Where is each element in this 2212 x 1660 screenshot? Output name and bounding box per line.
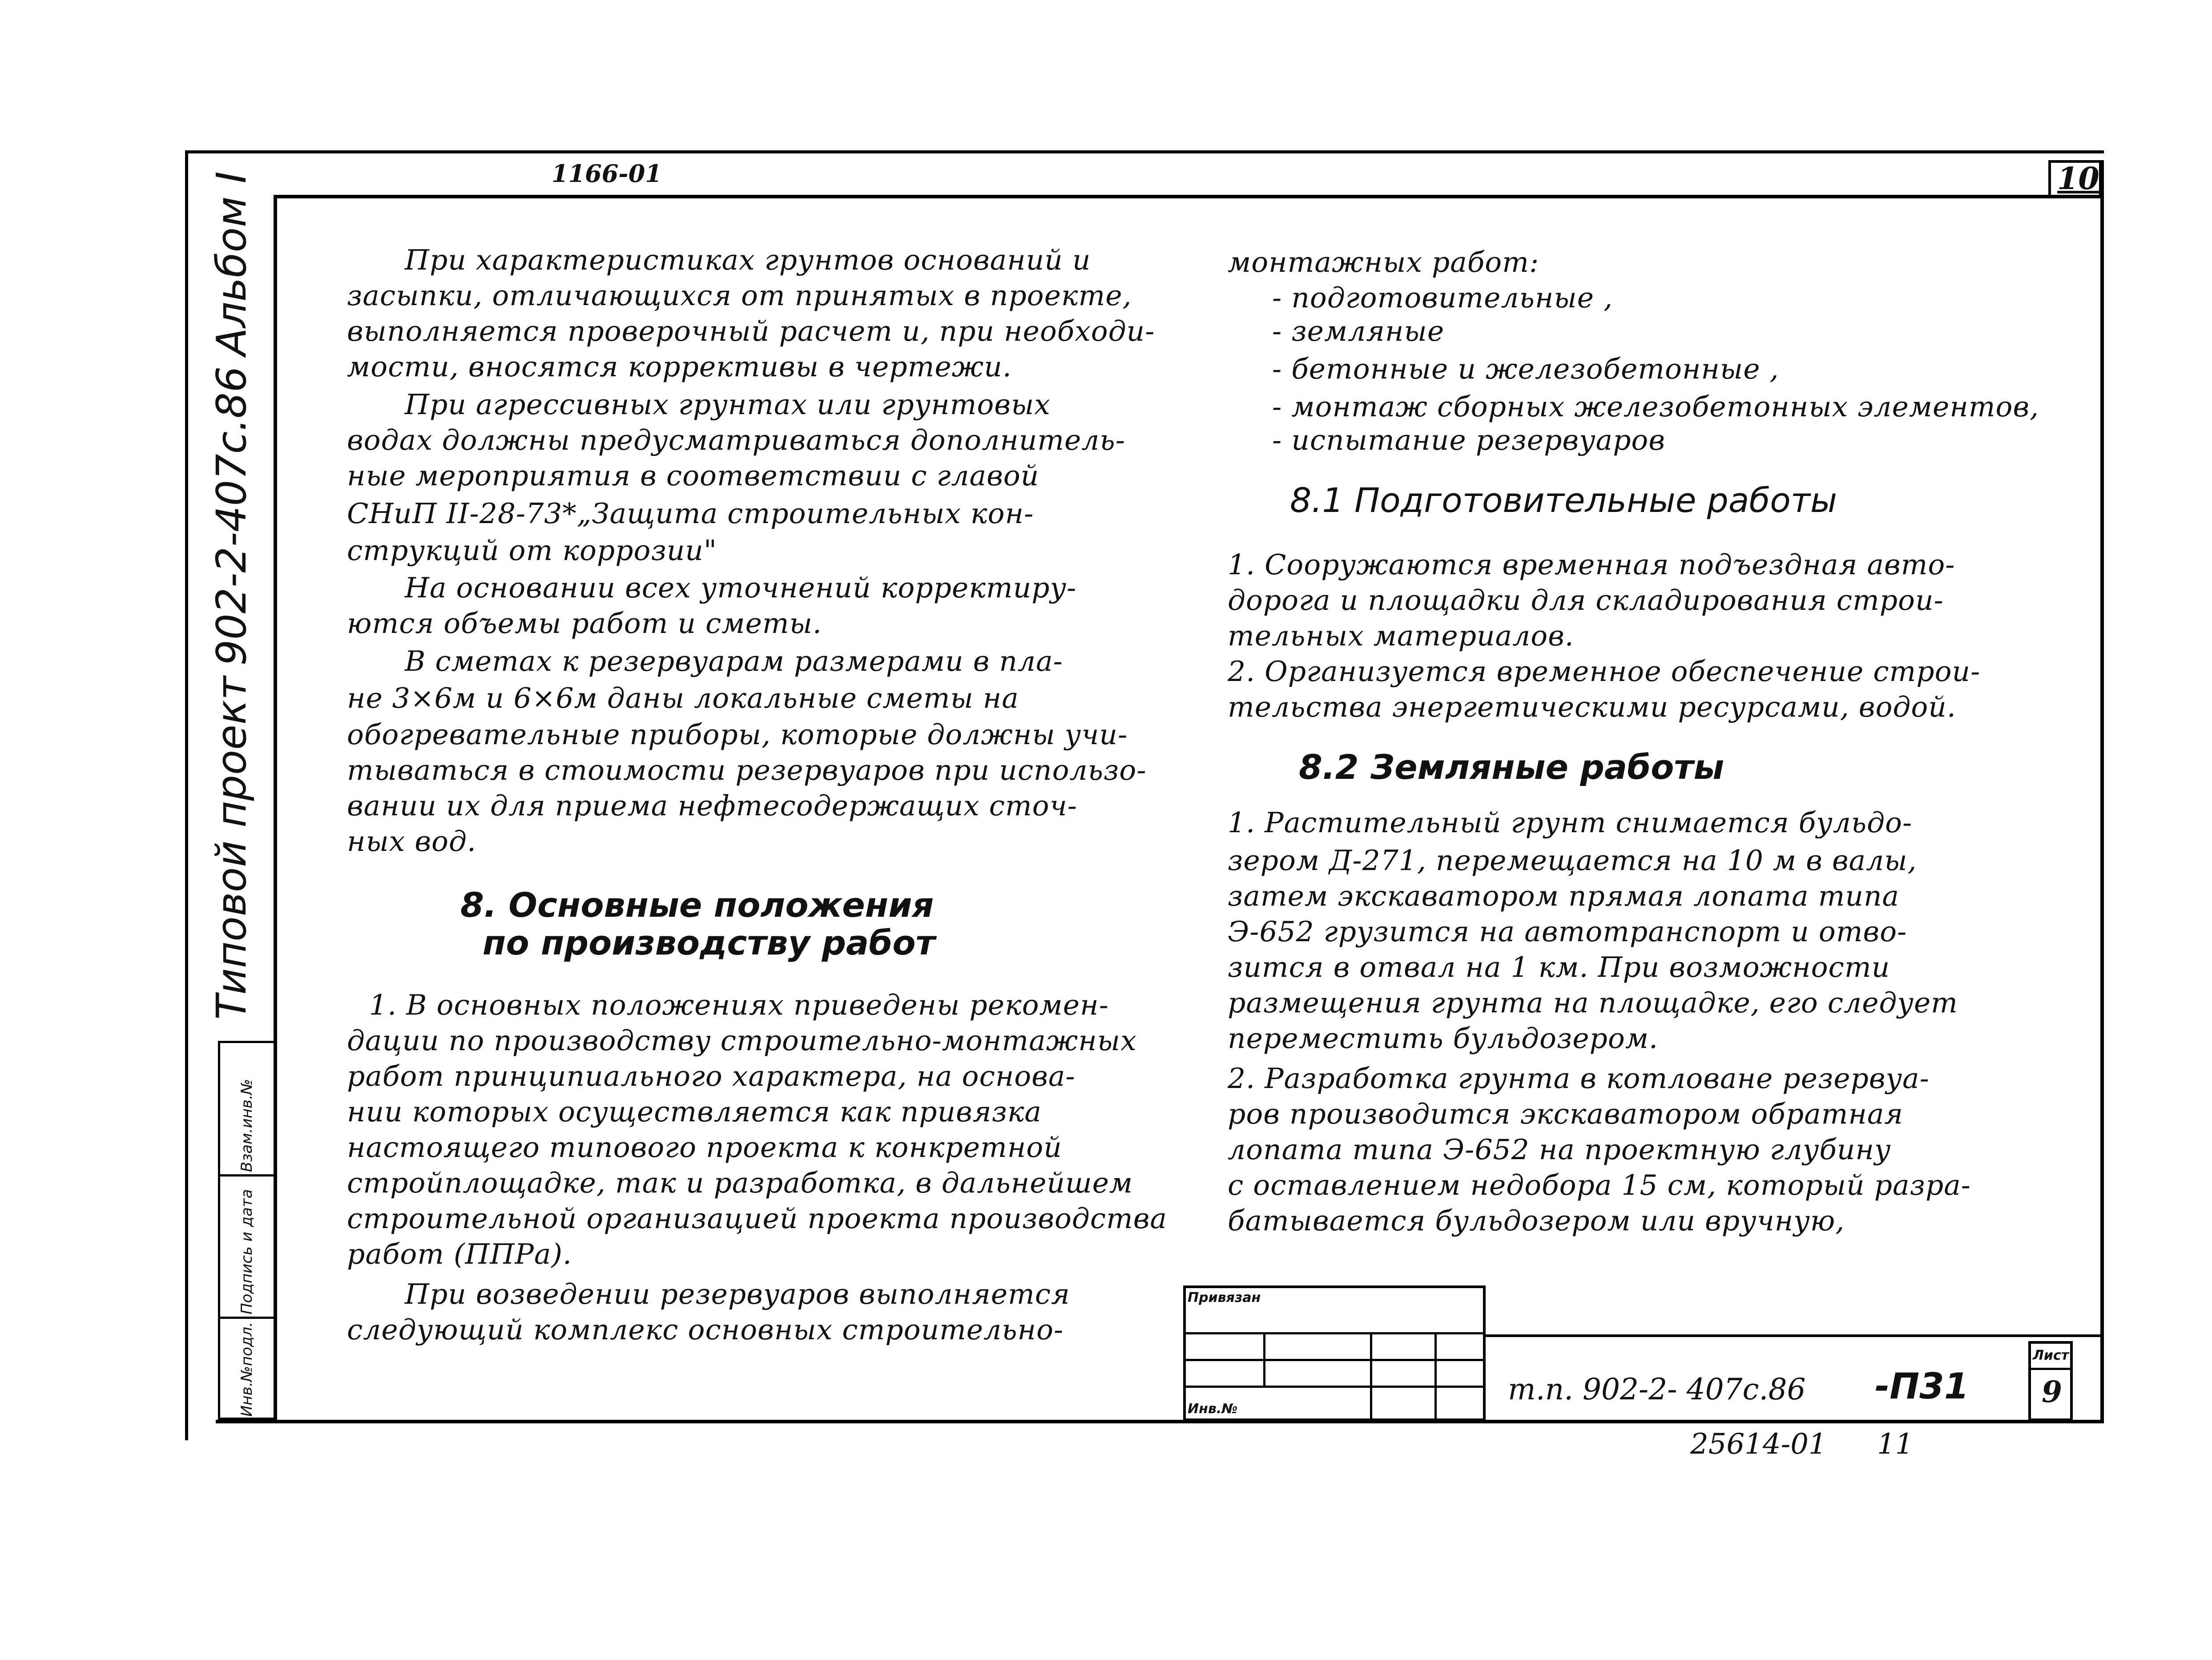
paragraph-line: 1. В основных положениях приведены рекомен- (369, 989, 1109, 1021)
stamp-col-line (1434, 1332, 1437, 1421)
binding-column-vzam (218, 1041, 276, 1177)
paragraph-line: стройплощадке, так и разработка, в дальнейшем (347, 1167, 1133, 1199)
side-title-part2: 902-2-407с.86 (207, 366, 255, 666)
stamp-col-line (1370, 1332, 1372, 1421)
paragraph-line: работ (ППРа). (347, 1238, 572, 1270)
binding-column-sign (218, 1174, 276, 1319)
paragraph-line: тываться в стоимости резервуаров при использо- (347, 754, 1147, 786)
section-code: -П31 (1875, 1366, 1969, 1407)
binding-label-inv: Инв.№подл. (238, 1322, 256, 1417)
top-code: 1166-01 (552, 159, 662, 188)
paragraph-line: монтажных работ: (1228, 246, 1539, 278)
bottom-code: 25614-01 (1690, 1428, 1827, 1461)
paragraph-line: водах должны предусматриваться дополнитель- (347, 424, 1125, 456)
paragraph-line: Э-652 грузится на автотранспорт и отво- (1228, 915, 1907, 948)
paragraph-line: ных вод. (347, 825, 476, 858)
paragraph-line: обогревательные приборы, которые должны учи- (347, 718, 1128, 751)
paragraph-line: мости, вносятся коррективы в чертежи. (347, 351, 1012, 383)
stamp-row-line (1183, 1332, 1486, 1334)
stamp-inv-no: Инв.№ (1188, 1401, 1238, 1417)
paragraph-line: строительной организацией проекта производства (347, 1202, 1167, 1235)
sheet-label: Лист (2033, 1348, 2069, 1363)
inner-frame-bottom (216, 1420, 2104, 1423)
inner-frame-right (2100, 160, 2104, 1423)
bottom-sheet-number: 11 (1877, 1428, 1914, 1461)
sheet-number: 9 (2042, 1374, 2062, 1409)
paragraph-line: работ принципиального характера, на основа- (347, 1060, 1076, 1092)
paragraph-line: ные мероприятия в соответствии с главой (347, 459, 1040, 492)
paragraph-line: настоящего типового проекта к конкретной (347, 1131, 1062, 1164)
paragraph-line: 2. Организуется временное обеспечение строи- (1228, 655, 1981, 688)
list-item: - монтаж сборных железобетонных элементов, (1272, 391, 2039, 423)
paragraph-line: зится в отвал на 1 км. При возможности (1228, 951, 1890, 983)
section-8-heading-line1: 8. Основные положения (460, 885, 934, 925)
paragraph-line: не 3×6м и 6×6м даны локальные сметы на (347, 682, 1019, 714)
stamp-col-line (1263, 1332, 1265, 1386)
paragraph-line: вании их для приема нефтесодержащих сточ- (347, 790, 1078, 822)
inner-frame-top (274, 195, 2103, 198)
paragraph-line: размещения грунта на площадке, его следует (1228, 987, 1958, 1019)
paragraph-line: 1. Растительный грунт снимается бульдо- (1228, 806, 1913, 839)
paragraph-line: зером Д-271, перемещается на 10 м в валы, (1228, 844, 1917, 877)
paragraph-line: В сметах к резервуарам размерами в пла- (405, 645, 1063, 677)
paragraph-line: затем экскаватором прямая лопата типа (1228, 880, 1900, 912)
project-code: т.п. 902-2- 407с.86 (1508, 1372, 1806, 1406)
outer-frame-left (185, 150, 188, 1440)
binding-label-sign: Подпись и дата (238, 1189, 256, 1314)
side-title (202, 171, 260, 1068)
section-8-heading-line2: по производству работ (483, 923, 935, 963)
outer-frame-top (187, 150, 2104, 153)
stamp-row-line (1183, 1359, 1486, 1361)
side-title-part1: Типовой проект (207, 676, 255, 1020)
paragraph-line: струкций от коррозии" (347, 534, 717, 567)
paragraph-line: СНиП II-28-73*„Защита строительных кон- (347, 497, 1034, 530)
paragraph-line: следующий комплекс основных строительно- (347, 1313, 1064, 1346)
paragraph-line: выполняется проверочный расчет и, при необходи- (347, 315, 1155, 347)
paragraph-line: батывается бульдозером или вручную, (1228, 1205, 1845, 1237)
paragraph-line: При возведении резервуаров выполняется (405, 1278, 1070, 1310)
paragraph-line: дорога и площадки для складирования строи- (1228, 584, 1944, 616)
paragraph-line: ются объемы работ и сметы. (347, 607, 822, 640)
paragraph-line: 2. Разработка грунта в котловане резервуа- (1228, 1062, 1930, 1095)
paragraph-line: с оставлением недобора 15 см, который разра- (1228, 1169, 1971, 1201)
list-item: - подготовительные , (1272, 282, 1613, 314)
paragraph-line: 1. Сооружаются временная подъездная авто- (1228, 548, 1955, 581)
sheet-box-divider (2028, 1368, 2073, 1370)
stamp-row-line (1183, 1386, 1486, 1388)
paragraph-line: лопата типа Э-652 на проектную глубину (1228, 1133, 1891, 1166)
paragraph-line: дации по производству строительно-монтажных (347, 1024, 1137, 1057)
paragraph-line: переместить бульдозером. (1228, 1022, 1659, 1055)
stamp-base-line (1486, 1334, 2104, 1337)
section-81-heading: 8.1 Подготовительные работы (1290, 480, 1837, 520)
list-item: - земляные (1272, 315, 1445, 347)
paragraph-line: При агрессивных грунтах или грунтовых (405, 388, 1051, 421)
paragraph-line: засыпки, отличающихся от принятых в проекте, (347, 279, 1132, 312)
paragraph-line: тельных материалов. (1228, 620, 1574, 652)
binding-label-vzam: Взам.инв.№ (238, 1079, 256, 1172)
section-82-heading: 8.2 Земляные работы (1299, 747, 1724, 787)
stamp-privyazan: Привязан (1188, 1290, 1261, 1305)
paragraph-line: ров производится экскаватором обратная (1228, 1098, 1904, 1130)
paragraph-line: тельства энергетическими ресурсами, водой. (1228, 691, 1956, 723)
paragraph-line: нии которых осуществляется как привязка (347, 1096, 1042, 1128)
binding-column-inv (218, 1317, 276, 1420)
paragraph-line: При характеристиках грунтов оснований и (405, 244, 1091, 276)
list-item: - испытание резервуаров (1272, 424, 1666, 456)
list-item: - бетонные и железобетонные , (1272, 353, 1779, 385)
side-title-part3: Альбом I (207, 171, 255, 356)
corner-number: 10 (2057, 161, 2099, 197)
paragraph-line: На основании всех уточнений корректиру- (405, 572, 1077, 604)
